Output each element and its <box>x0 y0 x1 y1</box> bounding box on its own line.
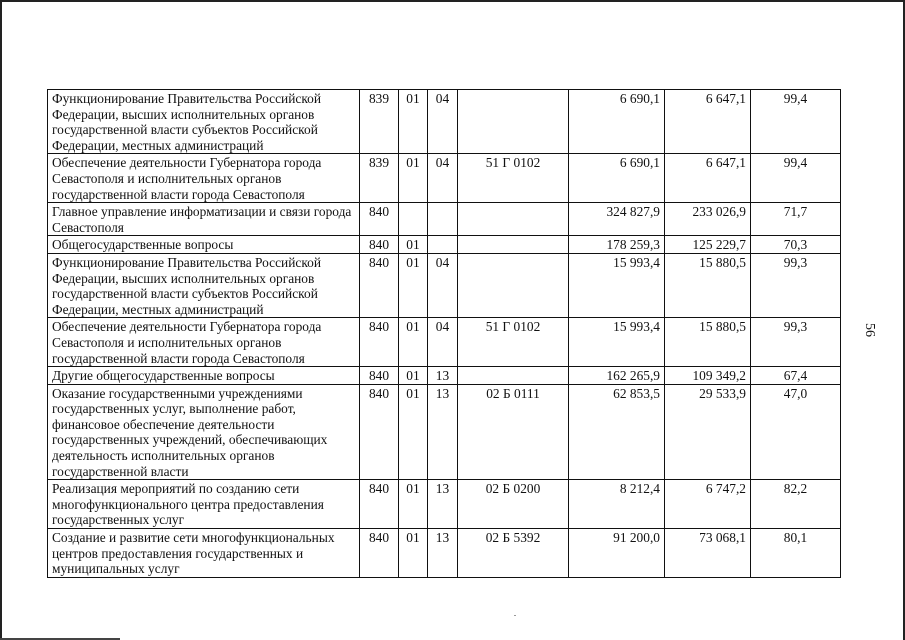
section-code-cell: 01 <box>399 236 428 254</box>
row-name-cell: Обеспечение деятельности Губернатора города Севастополя и исполнительных органов государственной власти города Севастополя <box>48 318 360 367</box>
target-article-cell <box>458 253 569 317</box>
subsection-code-cell: 13 <box>428 367 458 385</box>
section-code-cell: 01 <box>399 367 428 385</box>
subsection-code-cell: 04 <box>428 253 458 317</box>
section-code-cell: 01 <box>399 90 428 154</box>
table-row <box>48 90 841 154</box>
scan-speck <box>514 615 516 616</box>
page-number: 56 <box>862 323 877 337</box>
executed-amount-cell: 233 026,9 <box>665 203 751 236</box>
target-article-cell: 02 Б 5392 <box>458 529 569 578</box>
row-name-cell: Обеспечение деятельности Губернатора города Севастополя и исполнительных органов государственной власти города Севастополя <box>48 154 360 203</box>
target-article-cell <box>458 236 569 254</box>
executed-amount-cell: 6 747,2 <box>665 480 751 529</box>
execution-percent-cell: 99,3 <box>751 318 841 367</box>
execution-percent-cell: 80,1 <box>751 529 841 578</box>
execution-percent-cell: 99,4 <box>751 154 841 203</box>
page-edge-left <box>0 0 2 640</box>
execution-percent-cell: 70,3 <box>751 236 841 254</box>
target-article-cell <box>458 367 569 385</box>
subsection-code-cell: 13 <box>428 480 458 529</box>
planned-amount-cell: 6 690,1 <box>569 90 665 154</box>
target-article-cell: 51 Г 0102 <box>458 154 569 203</box>
department-code-cell: 840 <box>360 203 399 236</box>
table-row <box>48 318 841 367</box>
target-article-cell: 51 Г 0102 <box>458 318 569 367</box>
section-code-cell: 01 <box>399 154 428 203</box>
executed-amount-cell: 125 229,7 <box>665 236 751 254</box>
department-code-cell: 840 <box>360 236 399 254</box>
table-body <box>48 90 841 578</box>
subsection-code-cell <box>428 236 458 254</box>
table-row <box>48 480 841 529</box>
row-name-cell: Функционирование Правительства Российской Федерации, высших исполнительных органов государственной власти субъектов Российской Федерации, местных администраций <box>48 90 360 154</box>
target-article-cell <box>458 90 569 154</box>
table-row <box>48 367 841 385</box>
executed-amount-cell: 15 880,5 <box>665 318 751 367</box>
section-code-cell: 01 <box>399 318 428 367</box>
execution-percent-cell: 71,7 <box>751 203 841 236</box>
table-row <box>48 384 841 480</box>
section-code-cell: 01 <box>399 529 428 578</box>
execution-percent-cell: 99,4 <box>751 90 841 154</box>
table-row <box>48 236 841 254</box>
page-edge-top <box>0 0 905 2</box>
row-name-cell: Общегосударственные вопросы <box>48 236 360 254</box>
executed-amount-cell: 6 647,1 <box>665 154 751 203</box>
planned-amount-cell: 15 993,4 <box>569 318 665 367</box>
subsection-code-cell: 13 <box>428 384 458 480</box>
budget-table <box>47 89 841 578</box>
executed-amount-cell: 109 349,2 <box>665 367 751 385</box>
table-row <box>48 253 841 317</box>
department-code-cell: 839 <box>360 90 399 154</box>
department-code-cell: 840 <box>360 480 399 529</box>
department-code-cell: 840 <box>360 367 399 385</box>
department-code-cell: 840 <box>360 318 399 367</box>
planned-amount-cell: 62 853,5 <box>569 384 665 480</box>
row-name-cell: Функционирование Правительства Российской Федерации, высших исполнительных органов государственной власти субъектов Российской Федерации, местных администраций <box>48 253 360 317</box>
subsection-code-cell: 13 <box>428 529 458 578</box>
target-article-cell <box>458 203 569 236</box>
execution-percent-cell: 82,2 <box>751 480 841 529</box>
planned-amount-cell: 178 259,3 <box>569 236 665 254</box>
subsection-code-cell: 04 <box>428 318 458 367</box>
table-row <box>48 203 841 236</box>
executed-amount-cell: 29 533,9 <box>665 384 751 480</box>
section-code-cell: 01 <box>399 480 428 529</box>
department-code-cell: 840 <box>360 253 399 317</box>
row-name-cell: Другие общегосударственные вопросы <box>48 367 360 385</box>
row-name-cell: Создание и развитие сети многофункциональных центров предоставления государственных и муниципальных услуг <box>48 529 360 578</box>
subsection-code-cell: 04 <box>428 90 458 154</box>
executed-amount-cell: 6 647,1 <box>665 90 751 154</box>
planned-amount-cell: 324 827,9 <box>569 203 665 236</box>
execution-percent-cell: 47,0 <box>751 384 841 480</box>
table-row <box>48 529 841 578</box>
target-article-cell: 02 Б 0111 <box>458 384 569 480</box>
subsection-code-cell: 04 <box>428 154 458 203</box>
row-name-cell: Главное управление информатизации и связи города Севастополя <box>48 203 360 236</box>
execution-percent-cell: 99,3 <box>751 253 841 317</box>
section-code-cell <box>399 203 428 236</box>
department-code-cell: 839 <box>360 154 399 203</box>
section-code-cell: 01 <box>399 253 428 317</box>
executed-amount-cell: 73 068,1 <box>665 529 751 578</box>
planned-amount-cell: 15 993,4 <box>569 253 665 317</box>
planned-amount-cell: 6 690,1 <box>569 154 665 203</box>
table-row <box>48 154 841 203</box>
executed-amount-cell: 15 880,5 <box>665 253 751 317</box>
section-code-cell: 01 <box>399 384 428 480</box>
subsection-code-cell <box>428 203 458 236</box>
department-code-cell: 840 <box>360 384 399 480</box>
planned-amount-cell: 8 212,4 <box>569 480 665 529</box>
department-code-cell: 840 <box>360 529 399 578</box>
row-name-cell: Оказание государственными учреждениями государственных услуг, выполнение работ, финансовое обеспечение деятельности государственных учреждений, обеспечивающих деятельность исполнительных органов государственной власти <box>48 384 360 480</box>
row-name-cell: Реализация мероприятий по созданию сети многофункционального центра предоставления государственных услуг <box>48 480 360 529</box>
planned-amount-cell: 91 200,0 <box>569 529 665 578</box>
planned-amount-cell: 162 265,9 <box>569 367 665 385</box>
target-article-cell: 02 Б 0200 <box>458 480 569 529</box>
execution-percent-cell: 67,4 <box>751 367 841 385</box>
